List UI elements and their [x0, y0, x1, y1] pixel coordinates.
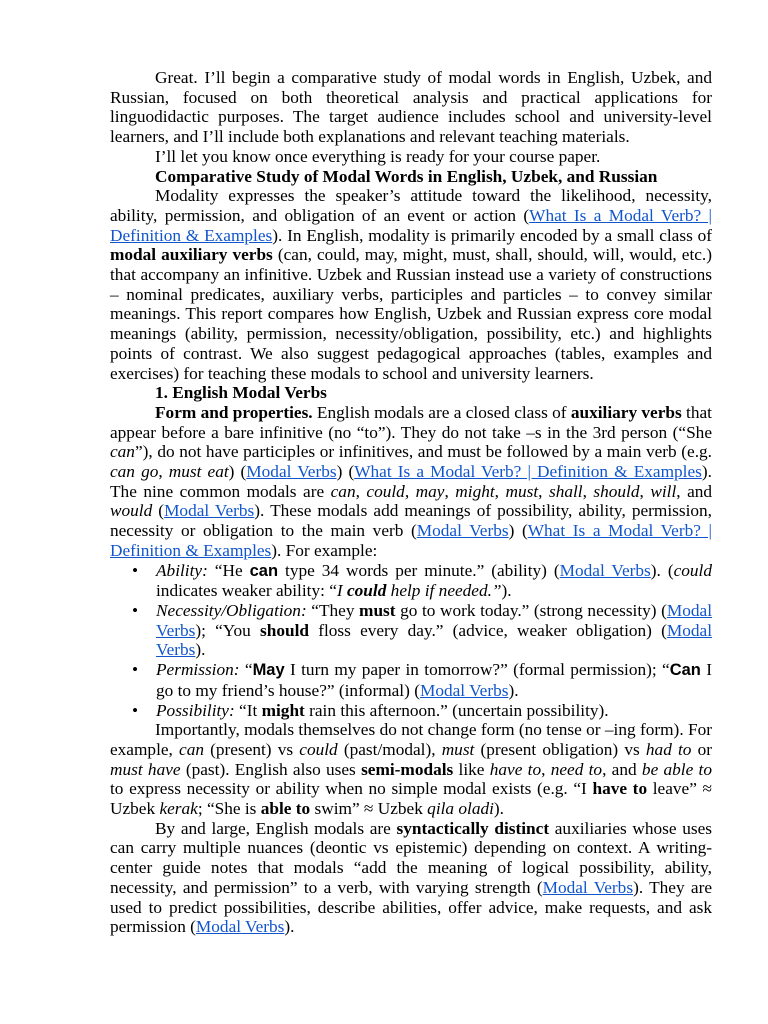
- section-heading-english-modals: 1. English Modal Verbs: [155, 383, 327, 403]
- link-what-is-modal-verb[interactable]: What Is a Modal Verb? | Definition & Examples: [110, 521, 712, 560]
- examples-list: [110, 561, 712, 721]
- link-modal-verbs[interactable]: Modal Verbs: [246, 462, 337, 482]
- link-modal-verbs[interactable]: Modal Verbs: [164, 501, 255, 521]
- list-item-necessity: • Necessity/Obligation: “They must go to work today.” (strong necessity) (Modal Verbs); “You should floss every day.” (advice, weaker obligation) (Modal Verbs).: [156, 601, 712, 660]
- list-item-possibility: • Possibility: “It might rain this afternoon.” (uncertain possibility).: [156, 701, 712, 721]
- abstract-paragraph: Modality expresses the speaker’s attitude toward the likelihood, necessity, ability, permission, and obligation of an event or action (What Is a Modal Verb? | Definition & Examples). In English, modality is primarily encoded by a small class of modal auxiliary verbs (can, could, may, might, must, shall, should, will, would, etc.) that accompany an infinitive. Uzbek and Russian instead use a variety of constructions – nominal predicates, auxiliary verbs, participles and particles – to convey similar meanings. This report compares how English, Uzbek and Russian express core modal meanings (ability, permission, necessity/obligation, possibility, etc.) and highlights points of contrast. We also suggest pedagogical approaches (tables, examples and exercises) for teaching these modals to school and university learners.: [110, 186, 713, 383]
- link-modal-verbs[interactable]: Modal Verbs: [559, 560, 651, 580]
- list-item-permission: • Permission: “May I turn my paper in tomorrow?” (formal permission); “Can I go to my friend’s house?” (informal) (Modal Verbs).: [156, 660, 712, 700]
- list-item-ability: • Ability: “He can type 34 words per minute.” (ability) (Modal Verbs). (could indicates weaker ability: “I could help if needed.”).: [156, 561, 712, 601]
- document-title: [110, 167, 712, 187]
- by-and-large-paragraph: By and large, English modals are syntactically distinct auxiliaries whose uses can carry multiple nuances (deontic vs epistemic) depending on context. A writing-center guide notes that modals “add the meaning of logical possibility, ability, necessity, and permission” to a verb, with varying strength (Modal Verbs). They are used to predict possibilities, describe abilities, offer advice, make requests, and ask permission (Modal Verbs).: [110, 818, 713, 937]
- link-what-is-modal-verb[interactable]: What Is a Modal Verb? | Definition & Examples: [110, 205, 712, 245]
- link-modal-verbs[interactable]: Modal Verbs: [195, 917, 285, 937]
- document-page: [110, 68, 712, 937]
- link-modal-verbs[interactable]: Modal Verbs: [542, 877, 634, 897]
- importantly-paragraph: Importantly, modals themselves do not change form (no tense or –ing form). For example, can (present) vs could (past/modal), must (present obligation) vs had to or must have (past). English also uses semi-modals like have to, need to, and be able to to express necessity or ability when no simple modal exists (e.g. “I have to leave” ≈ Uzbek kerak; “She is able to swim” ≈ Uzbek qila oladi).: [110, 720, 713, 819]
- link-modal-verbs[interactable]: Modal Verbs: [419, 680, 509, 700]
- notify-paragraph: I’ll let you know once everything is ready for your course paper.: [155, 146, 601, 166]
- title-text: Comparative Study of Modal Words in English, Uzbek, and Russian: [155, 166, 658, 186]
- form-properties-paragraph: Form and properties. English modals are a closed class of auxiliary verbs that appear before a bare infinitive (no “to”). They do not take –s in the 3rd person (“She can”), do not have participles or infinitives, and must be followed by a main verb (e.g. can go, must eat) (Modal Verbs) (What Is a Modal Verb? | Definition & Examples). The nine common modals are can, could, may, might, must, shall, should, will, and would (Modal Verbs). These modals add meanings of possibility, ability, permission, necessity or obligation to the main verb (Modal Verbs) (What Is a Modal Verb? | Definition & Examples). For example:: [110, 402, 713, 560]
- link-modal-verbs[interactable]: Modal Verbs: [416, 521, 509, 541]
- link-modal-verbs[interactable]: Modal Verbs: [156, 620, 712, 660]
- link-what-is-modal-verb[interactable]: What Is a Modal Verb? | Definition & Examples: [354, 462, 702, 482]
- link-modal-verbs[interactable]: Modal Verbs: [156, 600, 712, 640]
- intro-paragraph: Great. I’ll begin a comparative study of modal words in English, Uzbek, and Russian, focused on both theoretical analysis and practical applications for linguodidactic purposes. The target audience includes school and university-level learners, and I’ll include both explanations and relevant teaching materials.: [110, 68, 712, 147]
